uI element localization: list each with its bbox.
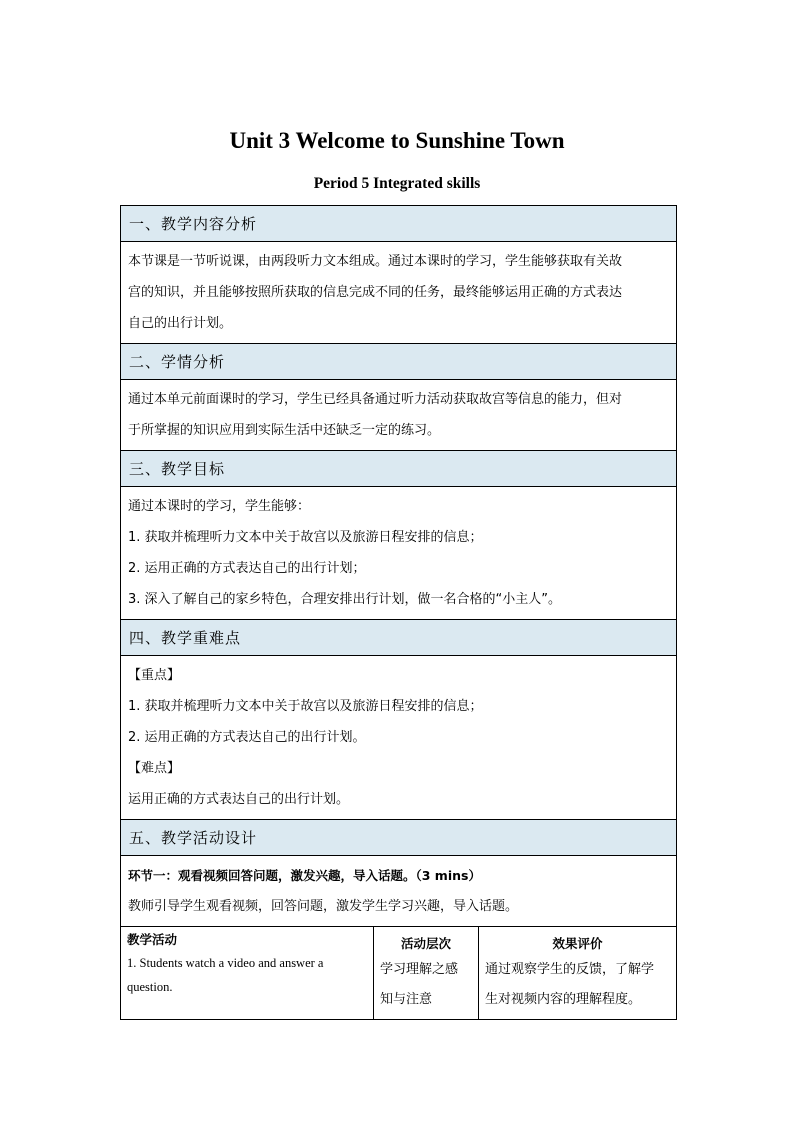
- text-line: 2. 运用正确的方式表达自己的出行计划；: [128, 561, 366, 576]
- evaluation-column: [479, 927, 676, 1019]
- text-line: 宫的知识，并且能够按照所获取的信息完成不同的任务，最终能够运用正确的方式表达: [128, 285, 623, 300]
- text-line: 1. 获取并梳理听力文本中关于故宫以及旅游日程安排的信息；: [128, 530, 483, 545]
- lesson-plan-table: [120, 205, 677, 1020]
- column-header-evaluation: 效果评价: [552, 936, 603, 951]
- column-header-activity: 教学活动: [127, 932, 178, 947]
- evaluation-line: 生对视频内容的理解程度。: [485, 992, 642, 1007]
- text-line: 运用正确的方式表达自己的出行计划。: [128, 792, 350, 807]
- level-column: [374, 927, 479, 1019]
- column-header-level: 活动层次: [400, 936, 451, 951]
- text-line: 通过本单元前面课时的学习，学生已经具备通过听力活动获取故宫等信息的能力，但对: [128, 392, 623, 407]
- text-line: 【难点】: [128, 761, 181, 776]
- text-line: 于所掌握的知识应用到实际生活中还缺乏一定的练习。: [128, 423, 441, 438]
- activity-description: 1. Students watch a video and answer a question.: [127, 956, 324, 994]
- section-heading-content-analysis: 一、教学内容分析: [121, 206, 676, 242]
- text-line: 通过本课时的学习，学生能够：: [128, 499, 311, 514]
- section-heading-key-points: 四、教学重难点: [121, 620, 676, 656]
- activity-step: [121, 856, 676, 927]
- level-line: 学习理解之感: [380, 962, 459, 977]
- text-line: 本节课是一节听说课，由两段听力文本组成。通过本课时的学习，学生能够获取有关故: [128, 254, 623, 269]
- evaluation-line: 通过观察学生的反馈，了解学: [485, 962, 655, 977]
- activity-step-title: 环节一：观看视频回答问题，激发兴趣，导入话题。（3 mins）: [128, 868, 481, 883]
- activity-column: [121, 927, 374, 1019]
- document-subtitle: Period 5 Integrated skills: [313, 175, 481, 192]
- text-line: 1. 获取并梳理听力文本中关于故宫以及旅游日程安排的信息；: [128, 699, 483, 714]
- section-body-key-points: [121, 656, 676, 820]
- section-body-objectives: [121, 487, 676, 620]
- section-body-content-analysis: [121, 242, 676, 344]
- level-line: 知与注意: [380, 992, 433, 1007]
- text-line: 3. 深入了解自己的家乡特色，合理安排出行计划，做一名合格的“小主人”。: [128, 592, 562, 607]
- activity-grid: [121, 927, 676, 1019]
- section-heading-objectives: 三、教学目标: [121, 451, 676, 487]
- section-heading-activity-design: 五、教学活动设计: [121, 820, 676, 856]
- section-heading-learner-analysis: 二、学情分析: [121, 344, 676, 380]
- document-title: Unit 3 Welcome to Sunshine Town: [229, 128, 565, 153]
- text-line: 自己的出行计划。: [128, 316, 233, 331]
- text-line: 2. 运用正确的方式表达自己的出行计划。: [128, 730, 366, 745]
- activity-step-description: 教师引导学生观看视频，回答问题，激发学生学习兴趣，导入话题。: [128, 899, 519, 914]
- section-body-learner-analysis: [121, 380, 676, 451]
- text-line: 【重点】: [128, 668, 181, 683]
